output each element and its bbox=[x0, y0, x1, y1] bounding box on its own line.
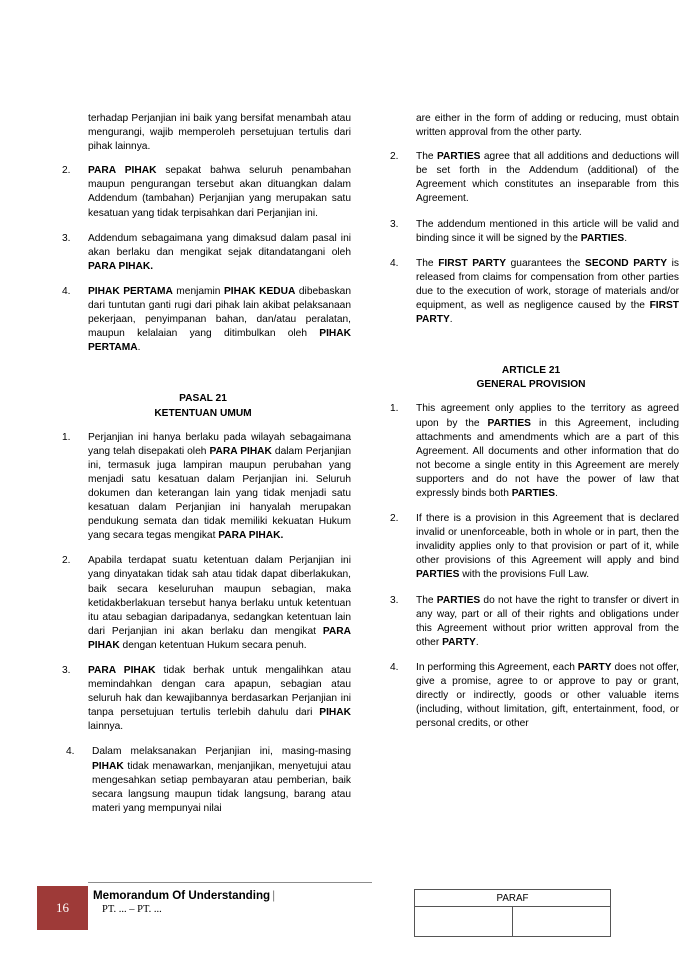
list-item-number: 4. bbox=[66, 746, 75, 758]
list-item-number: 1. bbox=[62, 431, 71, 443]
list-item bbox=[55, 431, 351, 544]
list-item-number: 3. bbox=[390, 218, 399, 230]
footer-title-text: Memorandum Of Understanding bbox=[93, 889, 271, 902]
list-item-number: 3. bbox=[62, 665, 71, 676]
list-item bbox=[55, 164, 351, 220]
list-item-text: Addendum sebagaimana yang dimaksud dalam pasal ini akan berlaku dan mengikat sejak ditandatangani oleh PARA PIHAK. bbox=[88, 232, 351, 272]
list-item-text: Perjanjian ini hanya berlaku pada wilayah sebagaimana yang telah disepakati oleh PARA PIHAK dalam Perjanjian ini, termasuk juga lampiran maupun perubahan yang menjadi satu kesatuan dalam Perjanjian ini. Seluruh dokumen dan keterangan lain yang tidak menjadi satu kesatuan dalam Perjanjian ini hanyalah merupakan pendukung semata dan tidak memiliki kekuatan Hukum yang secara tegas mengikat PARA PIHAK. bbox=[88, 431, 352, 542]
list-item-text: Dalam melaksanakan Perjanjian ini, masing-masing PIHAK tidak menawarkan, menjanjikan, menyetujui atau mengesahkan setiap pembayaran atau pemberian, baik secara langsung maupun tidak langsung, barang atau materi yang mempunyai nilai bbox=[92, 746, 351, 814]
two-column-body bbox=[0, 112, 679, 827]
page-number-badge: 16 bbox=[37, 886, 88, 930]
footer-subtitle: PT. ... – PT. ... bbox=[102, 904, 162, 915]
paraf-header-label: PARAF bbox=[415, 890, 611, 907]
list-item bbox=[55, 232, 351, 274]
list-item bbox=[55, 554, 351, 653]
list-item-text: The addendum mentioned in this article will be valid and binding since it will be signed by the PARTIES. bbox=[416, 218, 679, 244]
list-item-number: 2. bbox=[390, 151, 399, 163]
list-item-number: 4. bbox=[62, 285, 71, 297]
list-item bbox=[55, 745, 351, 815]
column-english bbox=[383, 112, 679, 827]
list-item bbox=[55, 664, 351, 734]
list-item-text: PIHAK PERTAMA menjamin PIHAK KEDUA dibebaskan dari tuntutan ganti rugi dari pihak lain akibat pelaksanaan pekerjaan, penyimpanan bahan, dan/atau peralatan, maupun kelalaian yang ditimbulkan oleh PIHAK PERTAMA. bbox=[88, 285, 351, 354]
list-item bbox=[383, 218, 679, 246]
section-heading-line2: KETENTUAN UMUM bbox=[154, 407, 252, 419]
list-item-text: PARA PIHAK tidak berhak untuk mengalihkan atau memindahkan dengan cara apapun, sebagian atau seluruh hak dan kewajibannya berdasarkan Perjanjian ini tanpa persetujuan tertulis terlebih dahulu dari PIHAK lainnya. bbox=[88, 665, 351, 733]
list-item-text: The PARTIES agree that all additions and deductions will be set forth in the Addendum (additional) of the Agreement which constitutes an inseparable from this Agreement. bbox=[416, 151, 679, 205]
spacer bbox=[383, 338, 679, 352]
list-item bbox=[383, 402, 679, 501]
list-item-number: 2. bbox=[390, 513, 399, 525]
list-item-text: This agreement only applies to the territory as agreed upon by the PARTIES in this Agreement, including attachments and amendments which are a part of this Agreement. All documents and other information that do not become a single entity in this Agreement are merely supporters and do not have the power of law that expressly binds both PARTIES. bbox=[416, 403, 679, 499]
section-heading-right bbox=[383, 364, 679, 392]
footer-divider bbox=[88, 882, 372, 883]
list-item-text: If there is a provision in this Agreement that is declared invalid or unenforceable, both in whole or in part, then the invalidity applies only to that provision or part of it, while other provisions of this Agreement will apply and bind PARTIES with the provisions Full Law. bbox=[416, 513, 679, 581]
list-item-number: 1. bbox=[390, 403, 399, 415]
list-item-number: 4. bbox=[390, 661, 399, 673]
list-item bbox=[383, 661, 679, 731]
list-item-text: The PARTIES do not have the right to transfer or divert in any way, part or all of their rights and obligations under this Agreement without prior written approval from the other PARTY. bbox=[416, 594, 679, 648]
spacer bbox=[55, 366, 351, 380]
continued-paragraph-right: are either in the form of adding or reducing, must obtain written approval from the other party. bbox=[416, 113, 679, 139]
section-heading-line1: PASAL 21 bbox=[179, 393, 227, 405]
footer-title bbox=[93, 888, 275, 903]
list-right-previous-article bbox=[383, 150, 679, 327]
list-item bbox=[383, 257, 679, 327]
footer-title-separator: | bbox=[272, 889, 276, 902]
list-item-text: PARA PIHAK sepakat bahwa seluruh penambahan maupun pengurangan tersebut akan dituangkan dalam Addendum (tambahan) Perjanjian yang merupakan satu kesatuan yang tidak terpisahkan dari Perjanjian ini. bbox=[88, 165, 351, 219]
list-right-article-21 bbox=[383, 402, 679, 731]
list-item-number: 2. bbox=[62, 165, 71, 177]
list-item-number: 3. bbox=[390, 594, 399, 606]
list-item bbox=[55, 285, 351, 355]
section-heading-left bbox=[55, 392, 351, 420]
page-footer bbox=[0, 880, 679, 960]
list-item bbox=[383, 594, 679, 650]
list-item-number: 4. bbox=[390, 257, 399, 269]
section-heading-line1: ARTICLE 21 bbox=[501, 365, 561, 377]
list-item-text: Apabila terdapat suatu ketentuan dalam Perjanjian ini yang dinyatakan tidak sah atau tidak dapat diberlakukan, baik secara keseluruhan maupun sebagian, maka ketidakberlakuan tersebut hanya berlaku untuk ketentuan itu atau sebagian daripadanya, sedangkan ketentuan lain dari Perjanjian ini akan berlaku dan mengikat PARA PIHAK dengan ketentuan Hukum secara penuh. bbox=[88, 555, 351, 651]
section-heading-line2: GENERAL PROVISION bbox=[476, 379, 586, 391]
list-item bbox=[383, 512, 679, 582]
column-indonesian bbox=[55, 112, 351, 827]
continued-paragraph-left: terhadap Perjanjian ini baik yang bersifat menambah atau mengurangi, wajib memperoleh persetujuan tertulis dari pihak lainnya. bbox=[88, 113, 351, 153]
list-item-text: In performing this Agreement, each PARTY does not offer, give a promise, agree to or approve to pay or grant, directly or indirectly, goods or other valuable items (including, without limitation, gift, entertainment, food, or personal credits, or other bbox=[416, 661, 679, 730]
list-item-number: 3. bbox=[62, 232, 71, 244]
list-left-previous-article bbox=[55, 164, 351, 355]
list-item-text: The FIRST PARTY guarantees the SECOND PARTY is released from claims for compensation from other parties due to the execution of work, storage of materials and/or equipment, as well as negligence caused by the FIRST PARTY. bbox=[416, 257, 679, 326]
list-item bbox=[383, 150, 679, 206]
list-left-article-21 bbox=[55, 431, 351, 816]
footer-text-block bbox=[93, 888, 275, 917]
list-item-number: 2. bbox=[62, 555, 71, 567]
